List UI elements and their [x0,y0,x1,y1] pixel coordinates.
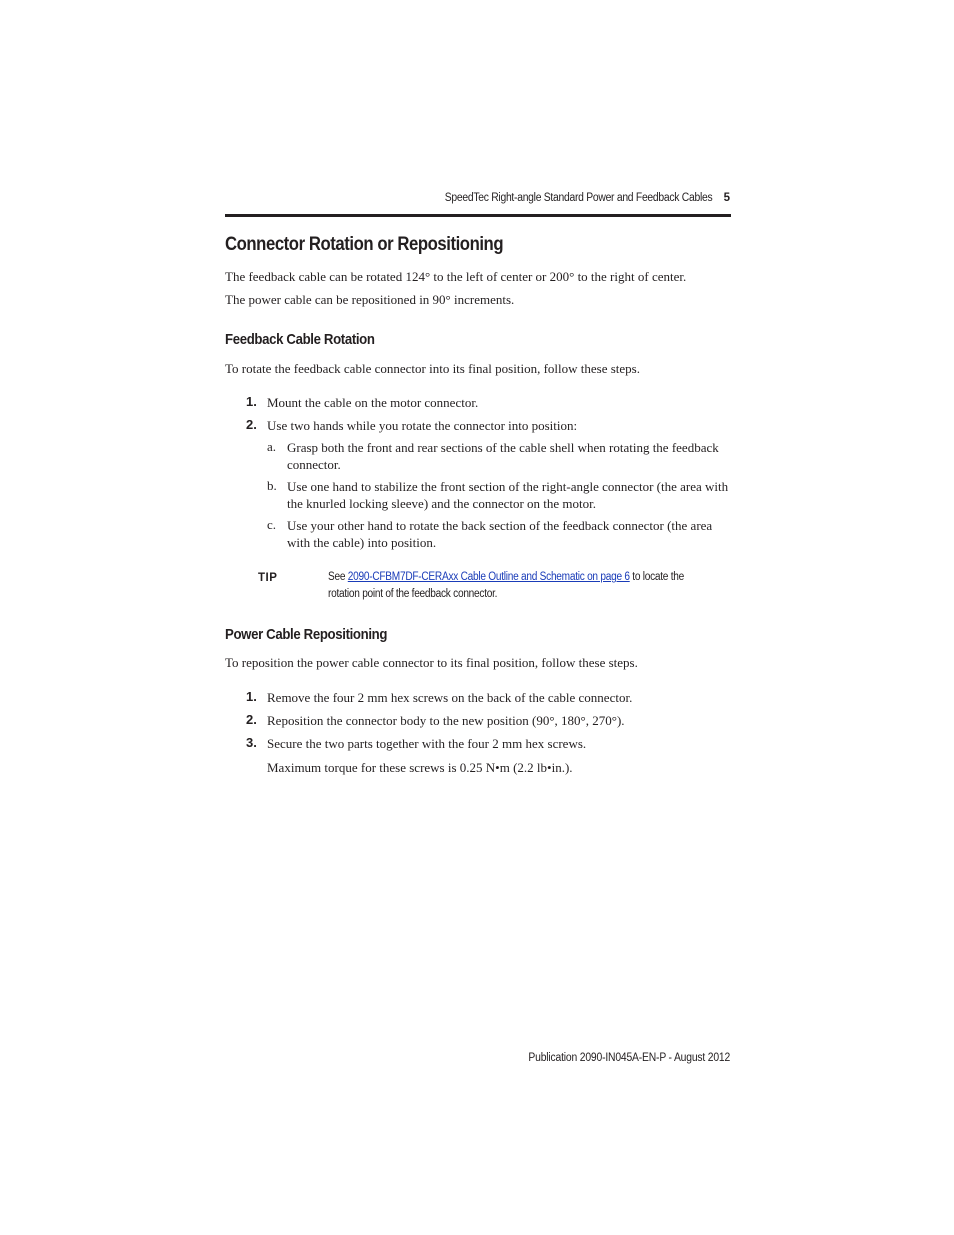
step-number: 1. [246,689,257,704]
power-intro: To reposition the power cable connector to its final position, follow these steps. [225,655,638,670]
step-text: Use two hands while you rotate the connector into position: [267,418,578,433]
step-number: 2. [246,712,257,727]
step-number: 3. [246,735,257,750]
publication-footer: Publication 2090-IN045A-EN-P - August 2012 [528,1052,730,1064]
tip-prefix: See [328,571,348,583]
page-number: 5 [723,192,730,204]
running-header [225,192,730,210]
intro-paragraph-2: The power cable can be repositioned in 90° increments. [225,292,515,307]
tip-label: TIP [258,572,278,584]
step-text: Reposition the connector body to the new position (90°, 180°, 270°). [267,713,625,728]
header-rule [225,214,731,217]
substep-text: Use one hand to stabilize the front section of the right-angle connector (the area with the knurled locking sleeve) and the connector on the motor. [287,479,729,511]
substep-letter: c. [267,517,277,532]
tip-suffix: to locate the rotation point of the feedback connector. [328,571,684,600]
power-heading: Power Cable Repositioning [225,626,388,643]
intro-paragraph-1: The feedback cable can be rotated 124° to the left of center or 200° to the right of center. [225,269,687,284]
substep-text: Use your other hand to rotate the back section of the feedback connector (the area with the cable) into position. [287,518,713,550]
step-text: Mount the cable on the motor connector. [267,395,479,410]
torque-note: Maximum torque for these screws is 0.25 N•m (2.2 lb•in.). [267,760,573,775]
feedback-intro: To rotate the feedback cable connector into its final position, follow these steps. [225,361,640,376]
step-text: Remove the four 2 mm hex screws on the back of the cable connector. [267,690,633,705]
substep-letter: b. [267,478,277,493]
tip-text [328,569,698,603]
substep-text: Grasp both the front and rear sections of the cable shell when rotating the feedback connector. [287,440,719,472]
step-text: Secure the two parts together with the four 2 mm hex screws. [267,736,587,751]
running-header-title: SpeedTec Right-angle Standard Power and Feedback Cables [444,192,712,204]
substep-letter: a. [267,439,277,454]
cross-reference-link[interactable]: 2090-CFBM7DF-CERAxx Cable Outline and Schematic on page 6 [347,571,630,583]
feedback-heading: Feedback Cable Rotation [225,331,375,348]
step-number: 2. [246,417,257,432]
section-title: Connector Rotation or Repositioning [225,234,504,255]
step-number: 1. [246,394,257,409]
